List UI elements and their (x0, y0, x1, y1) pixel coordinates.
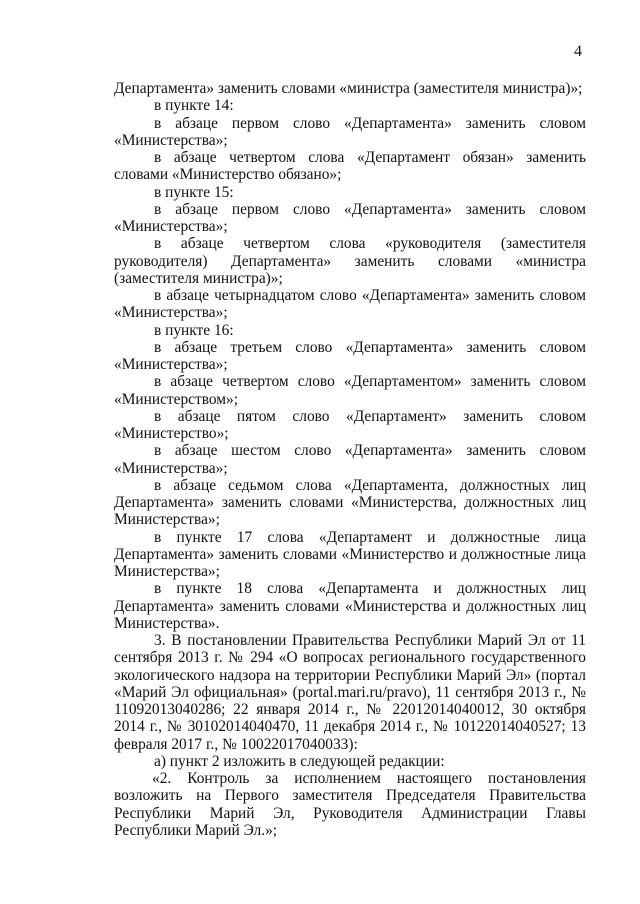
paragraph-18: а) пункт 2 изложить в следующей редакции: (154, 752, 445, 770)
paragraph-6: в абзаце первом слово «Департамента» заменить словом «Министерства»; (114, 200, 586, 235)
paragraph-13: в абзаце шестом слово «Департамента» заменить словом «Министерства»; (114, 442, 586, 477)
paragraph-7: в абзаце четвертом слова «руководителя (заместителя руководителя) Департамента» заменить словами «министра (заместителя министра)»; (114, 235, 586, 287)
paragraph-1: Департамента» заменить словами «министра (заместителя министра)»; (114, 80, 583, 97)
page-number: 4 (574, 43, 582, 60)
paragraph-19: «2. Контроль за исполнением настоящего постановления возложить на Первого заместителя Председателя Правительства Республики Марий Эл, Руководителя Администрации Главы Республики Марий Эл.»; (114, 770, 586, 839)
paragraph-2: в пункте 14: (154, 97, 234, 115)
paragraph-5: в пункте 15: (154, 183, 234, 201)
paragraph-11: в абзаце четвертом слово «Департаментом» заменить словом «Министерством»; (114, 373, 586, 408)
paragraph-14: в абзаце седьмом слова «Департамента, должностных лиц Департамента» заменить словами «Министерства, должностных лиц Министерства»; (114, 476, 586, 529)
paragraph-3: в абзаце первом слово «Департамента» заменить словом «Министерства»; (114, 114, 586, 149)
paragraph-8: в абзаце четырнадцатом слово «Департамента» заменить словом «Министерства»; (114, 287, 586, 322)
paragraph-9: в пункте 16: (154, 321, 234, 339)
document-body (114, 80, 586, 839)
paragraph-16: в пункте 18 слова «Департамента и должностных лиц Департамента» заменить словами «Министерства и должностных лиц Министерства». (114, 580, 586, 632)
paragraph-4: в абзаце четвертом слова «Департамент обязан» заменить словами «Министерство обязано»; (114, 149, 586, 184)
paragraph-10: в абзаце третьем слово «Департамента» заменить словом «Министерства»; (114, 338, 586, 373)
paragraph-17: 3. В постановлении Правительства Республики Марий Эл от 11 сентября 2013 г. № 294 «О вопросах регионального государственного экологического надзора на территории Республики Марий Эл» (портал «Марий Эл официальная» (portal.mari.ru/pravo), 11 сентября 2013 г., № 11092013040286; 22 января 2014 г., № 22012014040012, 30 октября 2014 г., № 30102014040470, 11 декабря 2014 г., № 10122014040527; 13 февраля 2017 г., № 10022017040033): (114, 632, 586, 753)
paragraph-15: в пункте 17 слова «Департамент и должностные лица Департамента» заменить словами «Министерство и должностные лица Министерства»; (114, 528, 586, 580)
paragraph-12: в абзаце пятом слово «Департамент» заменить словом «Министерство»; (114, 407, 586, 442)
